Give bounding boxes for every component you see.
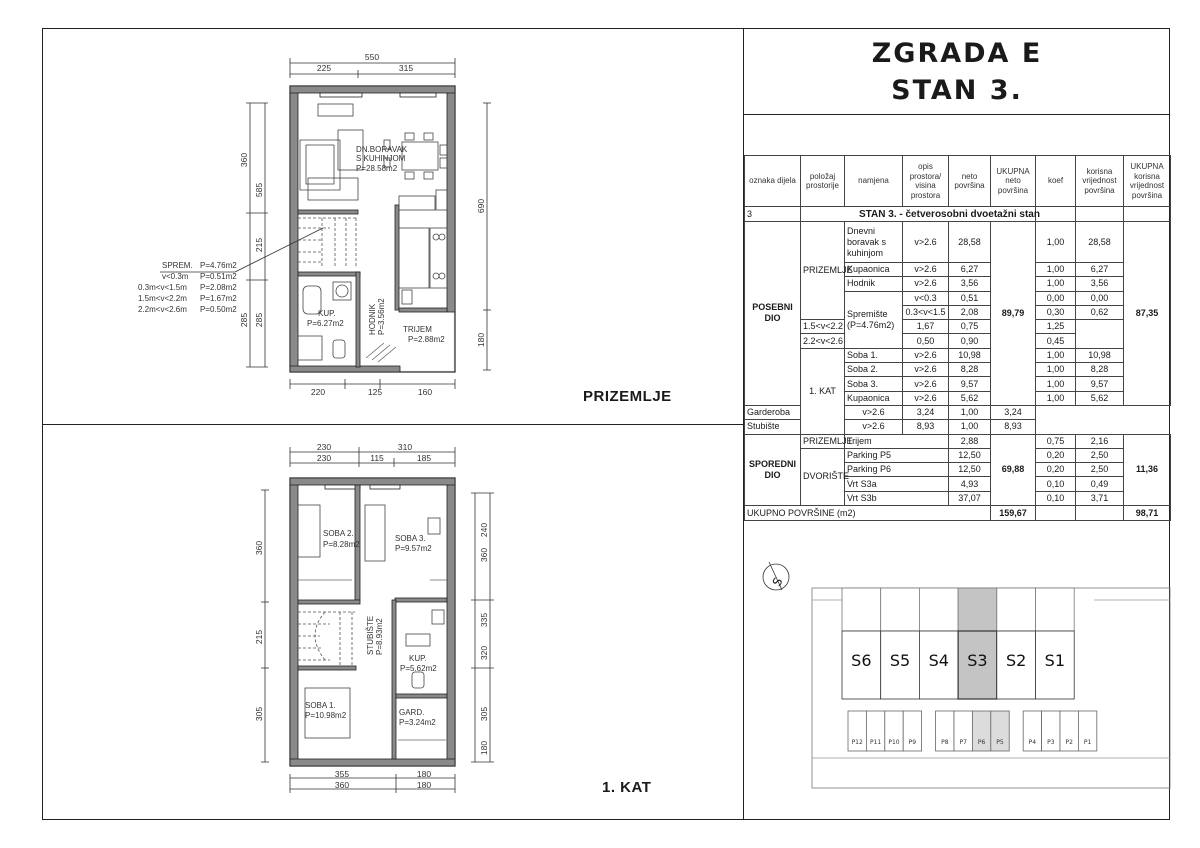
- unit-garden: [919, 588, 958, 631]
- room-name: S KUHINJOM: [356, 154, 406, 163]
- apartment-id: 3: [745, 207, 801, 222]
- unit-label: S6: [851, 651, 872, 670]
- building-title: ZGRADA E: [871, 38, 1043, 69]
- svg-text:240: 240: [479, 522, 489, 538]
- parking-label: P8: [941, 739, 949, 746]
- svg-text:180: 180: [416, 780, 432, 790]
- table-row: 1.5<v<2.2 1,67 0,75 1,25: [745, 320, 1171, 334]
- site-plan: [744, 530, 1170, 819]
- table-header-cell: UKUPNA neto površina: [991, 156, 1036, 207]
- floor-plans: [43, 29, 743, 819]
- floor-label-cell: PRIZEMLJE: [801, 222, 845, 320]
- unit-garden: [1036, 588, 1075, 631]
- svg-text:285: 285: [254, 312, 264, 328]
- table-row: 1. KAT Soba 1. v>2.6 10,98 1,00 10,98: [745, 348, 1171, 362]
- table-row: Spremište (P=4.76m2) v<0.3 0,51 0,00 0,00: [745, 291, 1171, 305]
- apartment-description: STAN 3. - četverosobni dvoetažni stan: [801, 207, 1036, 222]
- unit-label: S3: [967, 651, 988, 670]
- parking-label: P9: [908, 739, 917, 746]
- table-row: 2.2<v<2.6 0,50 0,90 0,45: [745, 334, 1171, 348]
- dim-label: 550: [364, 52, 380, 62]
- room-area: P=9.57m2: [395, 544, 432, 553]
- table-row: Stubište v>2.6 8,93 1,00 8,93: [745, 420, 1171, 434]
- room-area: P=8.28m2: [323, 540, 360, 549]
- posebni-dio-label: POSEBNI DIO: [745, 222, 801, 406]
- table-row: Parking P6 12,50 0,20 2,50: [745, 463, 1171, 477]
- table-row: Kupaonica v>2.6 5,62 1,00 5,62: [745, 391, 1171, 405]
- floor-label-cell: 1. KAT: [801, 348, 845, 434]
- room-name: TRIJEM: [403, 325, 432, 334]
- svg-text:360: 360: [254, 540, 264, 556]
- total-korisna: 98,71: [1124, 506, 1171, 521]
- svg-text:180: 180: [479, 740, 489, 756]
- table-header-cell: oznaka dijela: [745, 156, 801, 207]
- svg-text:360: 360: [479, 547, 489, 563]
- ground-floor-label: PRIZEMLJE: [583, 388, 672, 405]
- room-name: HODNIK: [368, 303, 377, 335]
- svg-text:115: 115: [370, 453, 384, 463]
- table-header-cell: položaj prostorije: [801, 156, 845, 207]
- table-header-cell: neto površina: [949, 156, 991, 207]
- room-area: P=28.58m2: [356, 164, 398, 173]
- svg-text:355: 355: [334, 769, 350, 779]
- first-floor-plan: [254, 442, 494, 793]
- room-area: P=5.62m2: [400, 664, 437, 673]
- table-header-cell: korisna vrijednost površina: [1076, 156, 1124, 207]
- storage-note: [138, 261, 237, 314]
- apartment-row: [745, 207, 1171, 222]
- parking-label: P10: [888, 739, 900, 746]
- svg-text:360: 360: [239, 152, 249, 168]
- parking-label: P7: [959, 739, 967, 746]
- parking-label: P12: [851, 739, 863, 746]
- area-table: oznaka dijela položaj prostorije namjena opis prostora/ visina prostora neto površina UKUPNA neto površina koef korisna vrijednost površina UKUPNA korisna vrijednost površina 3 STAN 3. - četverosobni dvoetažni stan POSEBNI DIO PRIZEMLJE Dnevni boravak s kuhinjom v>2.6 28,58 89,79 1,00 28,58 87,35 Kupaonica v>2.6 6,27 1,00 6,27 Hodnik v>2.6 3,56 1,00 3,56 Spremište (P=4.76m2) v<0.3 0,51 0,00 0,00 0.3<v<1.5 2,08 0,30 0,62 1.5<v<2.2 1,67 0,75 1,25 2.2<v<2.6 0,50 0,90 0,45 1. KAT Soba 1. v>2.6 10,98 1,00 10,98 Soba 2. v>2.6 8,28 1,00 8,28 Soba 3. v>2.6 9,57 1,00 9,57 Kupaonica v>2.6 5,62 1,00 5,62 Garderoba v>2.6 3,24 1,00 3,24 Stubište v>2.6 8,93 1,00 8,93 SPOREDNI DIO PRIZEMLJE Trijem 2,88 69,88 0,75 2,16 11,36 DVORIŠTE Parking P5 12,50 0,20 2,50 Parking P6 12,50 0,20 2,50 Vrt S3a 4,93 0,10 0,49 Vrt S3b 37,07 0,10 3,71 UKUPNO POVRŠINE (m2) 159,67 98,71: [744, 155, 1171, 521]
- apartment-title: STAN 3.: [891, 75, 1023, 106]
- svg-text:P=2.08m2: P=2.08m2: [200, 283, 237, 292]
- parking-label: P6: [977, 739, 986, 746]
- svg-text:180: 180: [476, 332, 486, 348]
- parking-label: P5: [996, 739, 1004, 746]
- table-row: Kupaonica v>2.6 6,27 1,00 6,27: [745, 263, 1171, 277]
- table-header-cell: UKUPNA korisna vrijednost površina: [1124, 156, 1171, 207]
- table-row: Soba 2. v>2.6 8,28 1,00 8,28: [745, 363, 1171, 377]
- svg-text:690: 690: [476, 198, 486, 214]
- unit-label: S2: [1005, 651, 1027, 670]
- parking-label: P3: [1047, 739, 1055, 746]
- svg-text:185: 185: [416, 453, 432, 463]
- table-header-cell: opis prostora/ visina prostora: [903, 156, 949, 207]
- svg-text:335: 335: [479, 612, 489, 628]
- table-row: Soba 3. v>2.6 9,57 1,00 9,57: [745, 377, 1171, 391]
- table-header: [745, 156, 1171, 207]
- svg-text:180: 180: [416, 769, 432, 779]
- room-area: P=10.98m2: [305, 711, 347, 720]
- svg-text:125: 125: [367, 387, 383, 397]
- svg-text:305: 305: [479, 706, 489, 722]
- svg-text:SPREM.: SPREM.: [162, 261, 193, 270]
- svg-text:310: 310: [397, 442, 413, 452]
- parking-label: P11: [869, 739, 882, 746]
- room-name: SOBA 2.: [323, 529, 354, 538]
- svg-text:215: 215: [254, 237, 264, 253]
- table-row: Vrt S3a 4,93 0,10 0,49: [745, 477, 1171, 491]
- table-row: 0.3<v<1.5 2,08 0,30 0,62: [745, 305, 1171, 319]
- room-name: KUP.: [409, 654, 427, 663]
- svg-text:1.5m<v<2.2m: 1.5m<v<2.2m: [138, 294, 187, 303]
- svg-text:S: S: [769, 575, 786, 589]
- room-name: GARD.: [399, 708, 425, 717]
- table-row: DVORIŠTE Parking P5 12,50 0,20 2,50: [745, 448, 1171, 462]
- svg-text:160: 160: [417, 387, 433, 397]
- svg-text:P=0.50m2: P=0.50m2: [200, 305, 237, 314]
- parking-label: P2: [1065, 739, 1073, 746]
- title-divider: [744, 114, 1170, 115]
- ground-floor-plan: [138, 52, 491, 397]
- unit-garden: [842, 588, 881, 631]
- total-neto: 159,67: [991, 506, 1036, 521]
- svg-text:220: 220: [310, 387, 326, 397]
- unit-garden: [881, 588, 920, 631]
- svg-text:360: 360: [334, 780, 350, 790]
- room-name: KUP.: [318, 309, 336, 318]
- svg-text:320: 320: [479, 645, 489, 661]
- dim-label: 225: [316, 63, 332, 73]
- svg-text:v<0.3m: v<0.3m: [162, 272, 189, 281]
- svg-text:585: 585: [254, 182, 264, 198]
- sporedni-dio-label: SPOREDNI DIO: [745, 434, 801, 505]
- svg-text:2.2m<v<2.6m: 2.2m<v<2.6m: [138, 305, 187, 314]
- table-row: Vrt S3b 37,07 0,10 3,71: [745, 491, 1171, 505]
- table-row: Garderoba v>2.6 3,24 1,00 3,24: [745, 405, 1171, 419]
- room-name: SOBA 3.: [395, 534, 426, 543]
- table-header-cell: namjena: [845, 156, 903, 207]
- room-area: P=6.27m2: [307, 319, 344, 328]
- room-area: P=2.88m2: [408, 335, 445, 344]
- room-name: DN.BORAVAK: [356, 145, 408, 154]
- svg-text:230: 230: [316, 453, 332, 463]
- parking-label: P4: [1028, 739, 1037, 746]
- svg-text:230: 230: [316, 442, 332, 452]
- svg-text:0.3m<v<1.5m: 0.3m<v<1.5m: [138, 283, 187, 292]
- unit-garden: [958, 588, 997, 631]
- table-row: SPOREDNI DIO PRIZEMLJE Trijem 2,88 69,88 0,75 2,16 11,36: [745, 434, 1171, 448]
- table-row: Hodnik v>2.6 3,56 1,00 3,56: [745, 277, 1171, 291]
- first-floor-label: 1. KAT: [602, 779, 652, 796]
- table-header-cell: koef: [1036, 156, 1076, 207]
- dim-label: 315: [398, 63, 414, 73]
- unit-garden: [997, 588, 1036, 631]
- svg-text:P=0.51m2: P=0.51m2: [200, 272, 237, 281]
- room-area: P=3.56m2: [377, 298, 386, 335]
- room-area: P=3.24m2: [399, 718, 436, 727]
- total-label: UKUPNO POVRŠINE (m2): [745, 506, 991, 521]
- svg-text:215: 215: [254, 629, 264, 645]
- svg-text:285: 285: [239, 312, 249, 328]
- room-name: STUBIŠTE: [366, 615, 375, 655]
- svg-text:305: 305: [254, 706, 264, 722]
- unit-label: S5: [889, 651, 911, 670]
- unit-label: S1: [1044, 651, 1066, 670]
- unit-label: S4: [928, 651, 949, 670]
- svg-text:P=1.67m2: P=1.67m2: [200, 294, 237, 303]
- room-name: SOBA 1.: [305, 701, 336, 710]
- total-row: [745, 506, 1171, 521]
- north-arrow-icon: [763, 562, 789, 590]
- parking-label: P1: [1083, 739, 1092, 746]
- svg-text:P=4.76m2: P=4.76m2: [200, 261, 237, 270]
- room-area: P=8.93m2: [375, 618, 384, 655]
